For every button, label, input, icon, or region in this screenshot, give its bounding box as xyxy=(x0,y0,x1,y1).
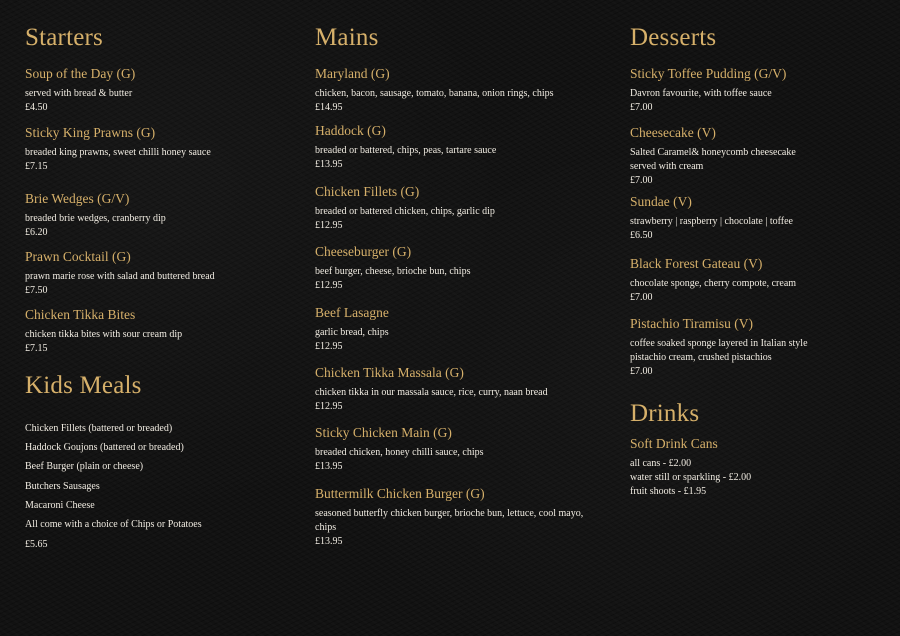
menu-item xyxy=(315,486,590,549)
item-description: served with bread & butter xyxy=(25,88,133,99)
item-name: Soup of the Day (G) xyxy=(25,66,136,81)
drinks-subheading: Soft Drink Cans xyxy=(630,436,718,451)
item-description: beef burger, cheese, brioche bun, chips xyxy=(315,266,471,277)
drinks-heading: Drinks xyxy=(630,400,700,427)
item-name: Black Forest Gateau (V) xyxy=(630,256,763,271)
item-name: Pistachio Tiramisu (V) xyxy=(630,316,754,331)
drink-line: fruit shoots - £1.95 xyxy=(630,486,707,497)
menu-item xyxy=(315,425,615,474)
item-name: Sticky Toffee Pudding (G/V) xyxy=(630,66,787,81)
item-name: Haddock (G) xyxy=(315,123,386,138)
item-description: garlic bread, chips xyxy=(315,327,389,338)
item-name: Chicken Tikka Massala (G) xyxy=(315,365,464,380)
drink-line: water still or sparkling - £2.00 xyxy=(630,472,752,483)
item-price: £14.95 xyxy=(315,102,343,113)
kids-meal-line: Chicken Fillets (battered or breaded) xyxy=(25,423,173,434)
menu-item xyxy=(25,191,295,240)
item-price: £12.95 xyxy=(315,220,343,231)
item-description: Davron favourite, with toffee sauce xyxy=(630,88,772,99)
menu-item xyxy=(630,194,890,243)
item-description: breaded or battered, chips, peas, tartare sauce xyxy=(315,145,497,156)
item-price: £6.50 xyxy=(630,230,653,241)
item-price: £4.50 xyxy=(25,102,48,113)
menu-item xyxy=(25,307,295,356)
item-price: £13.95 xyxy=(315,461,343,472)
item-price: £7.15 xyxy=(25,343,48,354)
item-description: breaded king prawns, sweet chilli honey sauce xyxy=(25,147,211,158)
menu-item xyxy=(630,125,820,188)
item-price: £7.15 xyxy=(25,161,48,172)
item-name: Chicken Tikka Bites xyxy=(25,307,136,322)
menu-item xyxy=(630,256,890,305)
item-name: Brie Wedges (G/V) xyxy=(25,191,130,206)
drink-line: all cans - £2.00 xyxy=(630,458,692,469)
menu-item xyxy=(25,125,295,174)
desserts-heading: Desserts xyxy=(630,24,717,51)
item-price: £7.50 xyxy=(25,285,48,296)
starters-heading: Starters xyxy=(25,24,103,51)
item-name: Cheeseburger (G) xyxy=(315,244,412,259)
item-price: £12.95 xyxy=(315,341,343,352)
item-description: chicken, bacon, sausage, tomato, banana, onion rings, chips xyxy=(315,88,554,99)
item-description: chocolate sponge, cherry compote, cream xyxy=(630,278,797,289)
kids-meals-heading: Kids Meals xyxy=(25,372,142,399)
item-name: Sticky Chicken Main (G) xyxy=(315,425,452,440)
item-description: strawberry | raspberry | chocolate | toffee xyxy=(630,216,793,227)
item-description: breaded chicken, honey chilli sauce, chips xyxy=(315,447,484,458)
mains-heading: Mains xyxy=(315,24,379,51)
item-description: prawn marie rose with salad and buttered bread xyxy=(25,271,215,282)
item-description: chicken tikka bites with sour cream dip xyxy=(25,329,183,340)
item-name: Prawn Cocktail (G) xyxy=(25,249,131,264)
item-price: £13.95 xyxy=(315,536,343,547)
item-name: Cheesecake (V) xyxy=(630,125,716,140)
menu-item xyxy=(25,249,295,298)
kids-meal-price: £5.65 xyxy=(25,539,48,550)
kids-meal-note: All come with a choice of Chips or Potatoes xyxy=(25,519,202,530)
item-price: £7.00 xyxy=(630,366,653,377)
kids-meal-line: Beef Burger (plain or cheese) xyxy=(25,461,144,472)
menu-item xyxy=(315,365,615,414)
menu-item xyxy=(25,66,295,115)
item-name: Sticky King Prawns (G) xyxy=(25,125,156,140)
item-price: £7.00 xyxy=(630,102,653,113)
item-price: £13.95 xyxy=(315,159,343,170)
menu-item xyxy=(315,66,615,115)
item-description: Salted Caramel& honeycomb cheesecake served with cream xyxy=(630,147,796,172)
item-name: Sundae (V) xyxy=(630,194,692,209)
item-description: seasoned butterfly chicken burger, brioche bun, lettuce, cool mayo, chips xyxy=(315,508,584,533)
menu-item xyxy=(315,123,615,172)
menu-item xyxy=(315,184,615,233)
kids-meal-line: Macaroni Cheese xyxy=(25,500,95,511)
menu-item xyxy=(630,66,890,115)
item-name: Buttermilk Chicken Burger (G) xyxy=(315,486,485,501)
item-description: chicken tikka in our massala sauce, rice, curry, naan bread xyxy=(315,387,548,398)
item-price: £6.20 xyxy=(25,227,48,238)
menu-item xyxy=(315,244,615,293)
item-price: £7.00 xyxy=(630,292,653,303)
menu-item xyxy=(315,305,615,354)
kids-meal-line: Haddock Goujons (battered or breaded) xyxy=(25,442,184,453)
item-description: coffee soaked sponge layered in Italian style pistachio cream, crushed pistachios xyxy=(630,338,808,363)
item-description: breaded or battered chicken, chips, garlic dip xyxy=(315,206,495,217)
item-name: Chicken Fillets (G) xyxy=(315,184,420,199)
item-price: £12.95 xyxy=(315,401,343,412)
item-price: £12.95 xyxy=(315,280,343,291)
item-name: Maryland (G) xyxy=(315,66,390,81)
kids-meal-line: Butchers Sausages xyxy=(25,481,100,492)
item-name: Beef Lasagne xyxy=(315,305,389,320)
item-description: breaded brie wedges, cranberry dip xyxy=(25,213,166,224)
menu-item xyxy=(630,316,835,379)
item-price: £7.00 xyxy=(630,175,653,186)
